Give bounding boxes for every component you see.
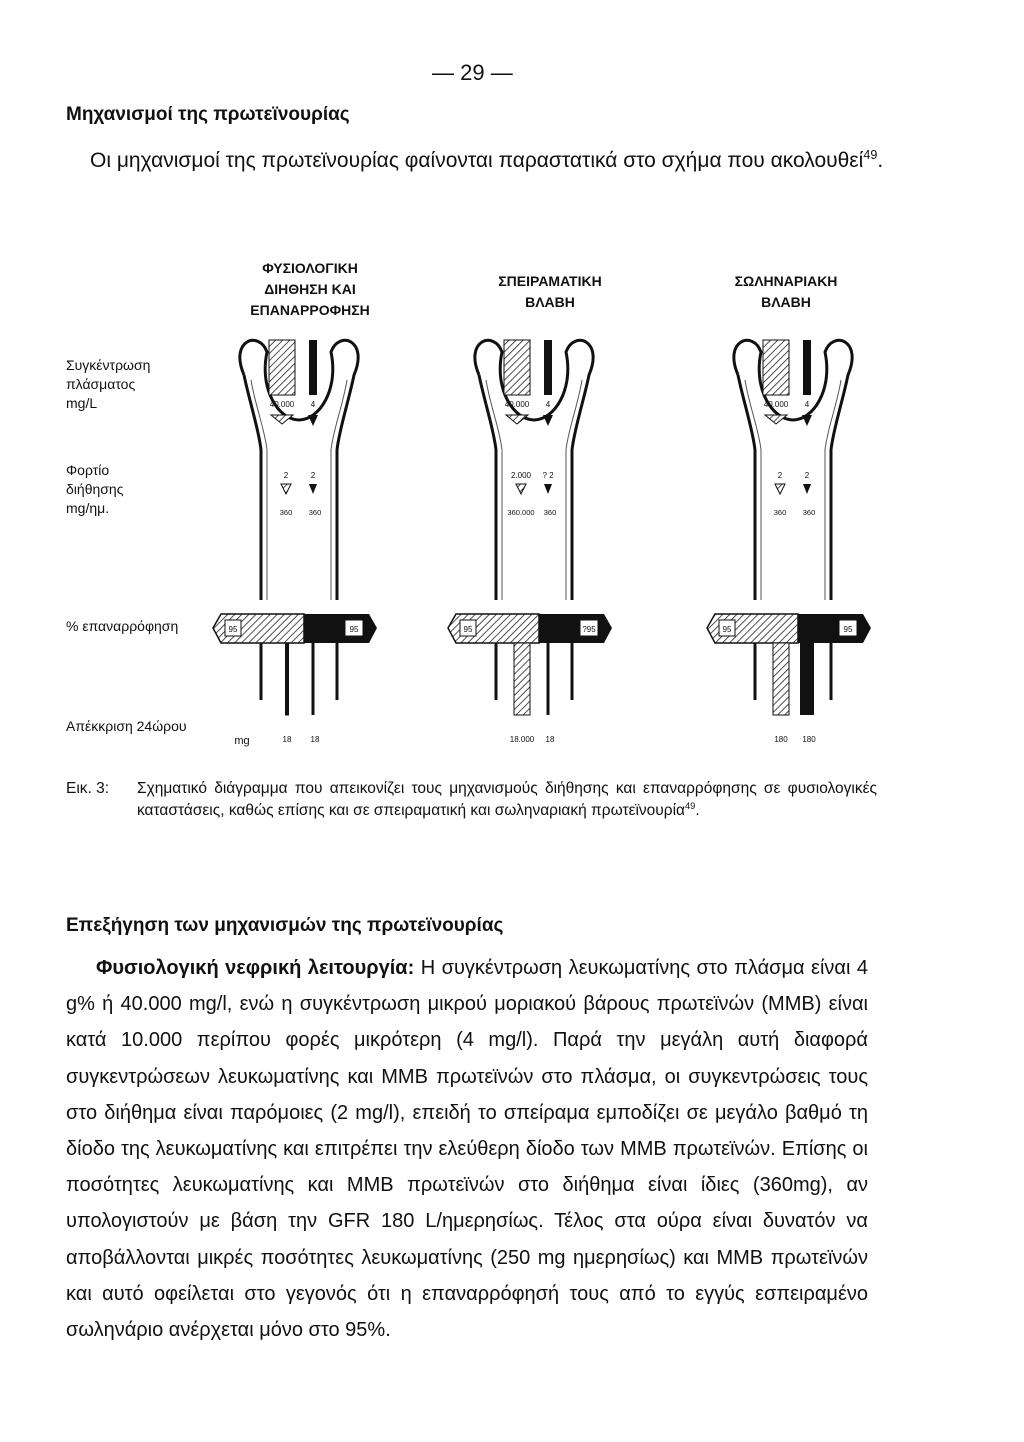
tubule-wall-left	[738, 375, 755, 600]
plasma-mmb-column	[803, 340, 811, 395]
diagram-value: 360.000	[507, 508, 535, 517]
diagram-value: 180	[774, 735, 788, 744]
excreted-albumin-stream	[773, 643, 789, 715]
diagram-value: 2	[310, 471, 316, 480]
diagram-value: 95	[228, 625, 238, 634]
diagram-value: 360	[543, 508, 557, 517]
diagram-value: ? 2	[542, 471, 554, 480]
diagram-value: 360	[802, 508, 816, 517]
albumin-arrow	[775, 484, 785, 494]
excreted-albumin-stream	[514, 643, 530, 715]
plasma-mmb-column	[309, 340, 317, 395]
diagram-value: 360	[308, 508, 322, 517]
column-header-line: ΦΥΣΙΟΛΟΓΙΚΗ	[262, 260, 358, 276]
excreted-albumin-stream	[286, 643, 289, 715]
plasma-mmb-column	[544, 340, 552, 395]
reabsorption-mmb-band	[539, 614, 612, 643]
column-header-line: ΣΩΛΗΝΑΡΙΑΚΗ	[734, 273, 838, 289]
diagram-value: 2	[283, 471, 289, 480]
caption-text: Σχηματικό διάγραμμα που απεικονίζει τους μηχανισμούς διήθησης και επαναρρόφησης σε φυσιολογικές καταστάσεις, καθώς επίσης και σε σπειραματική και σωληναριακή πρωτεϊνουρία	[137, 780, 877, 819]
column-header-line: ΔΙΗΘΗΣΗ ΚΑΙ	[264, 281, 356, 297]
plasma-albumin-column	[269, 340, 295, 395]
diagram-value: 18	[282, 735, 292, 744]
column-header-line: ΕΠΑΝΑΡΡΟΦΗΣΗ	[250, 302, 370, 318]
row-label-line: πλάσματος	[66, 376, 136, 392]
body-lead: Φυσιολογική νεφρική λειτουργία:	[96, 957, 415, 979]
mmb-arrow	[802, 415, 812, 426]
column-header-line: ΣΠΕΙΡΑΜΑΤΙΚΗ	[498, 273, 602, 289]
plasma-albumin-column	[763, 340, 789, 395]
diagram-value: 360	[279, 508, 293, 517]
reabsorption-mmb-band	[798, 614, 871, 643]
diagram-value: 40.000	[504, 400, 530, 409]
caption-end: .	[695, 802, 700, 819]
diagram-value: 18	[310, 735, 320, 744]
mmb-arrow	[544, 484, 552, 494]
diagram-value: 2	[804, 471, 810, 480]
diagram-value: ?95	[582, 625, 596, 634]
diagram-value: 2	[777, 471, 783, 480]
row-label-line: Φορτίο	[66, 462, 110, 478]
tubule-wall-left	[479, 375, 496, 600]
body-paragraph	[66, 950, 868, 1348]
diagram-value: 95	[349, 625, 359, 634]
excreted-mmb-stream	[312, 643, 315, 715]
diagram-value: 40.000	[763, 400, 789, 409]
bowman-capsule	[734, 340, 852, 600]
reabsorption-mmb-band	[304, 614, 377, 643]
explanation-heading: Επεξήγηση των μηχανισμών της πρωτεϊνουρίας	[66, 915, 504, 936]
row-label-reabsorption: % επαναρρόφηση	[66, 618, 179, 634]
diagram-value: 360	[773, 508, 787, 517]
caption-label: Εικ. 3:	[66, 780, 110, 797]
diagram-value: 4	[545, 400, 551, 409]
row-label-line: Συγκέντρωση	[66, 357, 151, 373]
diagram-value: 4	[804, 400, 810, 409]
intro-end: .	[877, 149, 884, 172]
mmb-arrow	[543, 415, 553, 426]
nephron-panel-3	[707, 340, 871, 744]
diagram-value: 2.000	[510, 471, 532, 480]
intro-text: Οι μηχανισμοί της πρωτεϊνουρίας φαίνονται παραστατικά στο σχήμα που ακολουθεί	[90, 149, 864, 172]
diagram-value: 95	[722, 625, 732, 634]
column-header-line: ΒΛΑΒΗ	[525, 294, 575, 310]
mmb-arrow	[309, 484, 317, 494]
tubule-wall-left	[244, 375, 261, 600]
nephron-panel-2	[448, 340, 612, 744]
diagram-value: 95	[843, 625, 853, 634]
diagram-value: mg	[234, 735, 250, 747]
section-heading: Μηχανισμοί της πρωτεϊνουρίας	[66, 104, 350, 125]
diagram-value: 95	[463, 625, 473, 634]
column-header-line: ΒΛΑΒΗ	[761, 294, 811, 310]
caption-reference: 49	[685, 800, 696, 811]
caption-text-block	[137, 778, 877, 822]
albumin-arrow	[516, 484, 526, 494]
bowman-capsule	[475, 340, 593, 600]
nephron-panel-1	[213, 340, 377, 747]
diagram-value: 18.000	[509, 735, 535, 744]
mmb-arrow	[803, 484, 811, 494]
excreted-mmb-stream	[800, 643, 814, 715]
excreted-mmb-stream	[547, 643, 550, 715]
row-label-line: mg/ημ.	[66, 500, 110, 516]
mmb-arrow	[308, 415, 318, 426]
diagram-value: 4	[310, 400, 316, 409]
intro-reference: 49	[863, 148, 878, 162]
diagram-value: 180	[802, 735, 816, 744]
bowman-capsule	[240, 340, 358, 600]
albumin-arrow	[281, 484, 291, 494]
body-text: Η συγκέντρωση λευκωματίνης στο πλάσμα είναι 4 g% ή 40.000 mg/l, ενώ η συγκέντρωση μικρού μοριακού βάρους πρωτεϊνών (ΜΜΒ) είναι κατά 10.000 περίπου φορές μικρότερη (4 mg/l). Παρά την μεγάλη αυτή διαφορά συγκεντρώσεων λευκωματίνης και ΜΜΒ πρωτεϊνών στο πλάσμα, οι συγκεντρώσεις τους στο διήθημα είναι παρόμοιες (2 mg/l), επειδή το σπείραμα εμποδίζει σε μεγάλο βαθμό τη δίοδο της λευκωματίνης και επιτρέπει την ελεύθερη δίοδο των ΜΜΒ πρωτεϊνών. Επίσης οι ποσότητες λευκωματίνης και ΜΜΒ πρωτεϊνών στο διήθημα είναι ίδιες (360mg), αν υπολογιστούν με βάση την GFR 180 L/ημερησίως. Τέλος στα ούρα είναι δυνατόν να αποβάλλονται μικρές ποσότητες λευκωματίνης (250 mg ημερησίως) και ΜΜΒ πρωτεϊνών και αυτό οφείλεται στο γεγονός ότι η επαναρρόφησή τους από το εγγύς εσπειραμένο σωληνάριο ανέρχεται μόνο στο 95%.	[66, 957, 868, 1342]
page-number: — 29 —	[432, 60, 513, 85]
row-label-line: διήθησης	[66, 481, 124, 497]
diagram-value: 18	[545, 735, 555, 744]
plasma-albumin-column	[504, 340, 530, 395]
row-label-excretion: Απέκκριση 24ώρου	[66, 718, 187, 734]
row-label-line: mg/L	[66, 395, 98, 411]
diagram-value: 40.000	[269, 400, 295, 409]
